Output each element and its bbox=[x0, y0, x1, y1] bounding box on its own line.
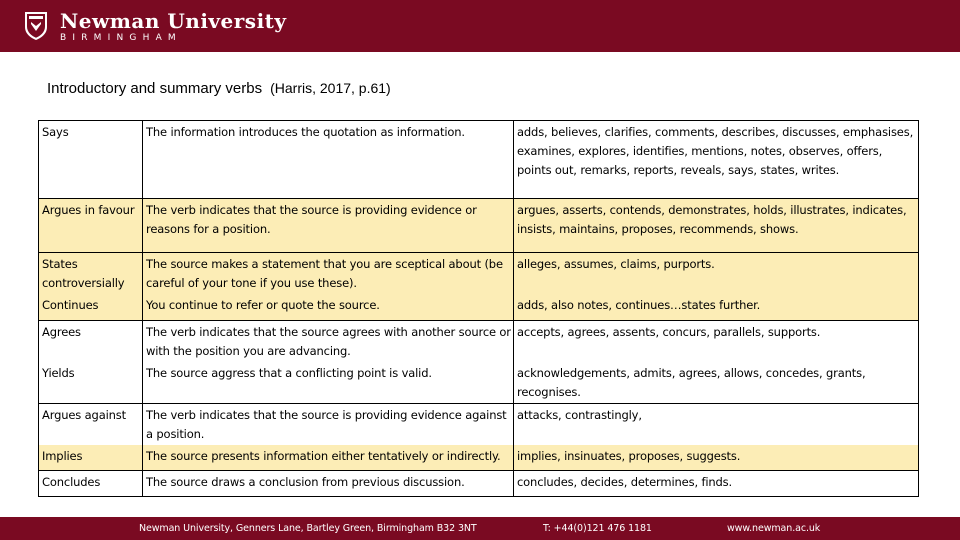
verb-cell: Concludes bbox=[39, 471, 143, 497]
examples-cell: accepts, agrees, assents, concurs, parallels, supports. bbox=[514, 320, 919, 362]
examples-cell: attacks, contrastingly, bbox=[514, 403, 919, 445]
description-cell: The source presents information either tentatively or indirectly. bbox=[143, 445, 514, 471]
footer-website[interactable]: www.newman.ac.uk bbox=[727, 523, 821, 534]
verb-cell: Continues bbox=[39, 294, 143, 320]
examples-cell: adds, believes, clarifies, comments, describes, discusses, emphasises, examines, explores, identifies, mentions, notes, observes, offers, points out, remarks, reports, reveals, says, states, writes. bbox=[514, 121, 919, 199]
verb-cell: Agrees bbox=[39, 320, 143, 362]
verbs-table-container bbox=[38, 120, 918, 489]
table-row bbox=[39, 253, 919, 295]
table-row bbox=[39, 362, 919, 404]
table-row bbox=[39, 294, 919, 320]
table-row bbox=[39, 445, 919, 471]
description-cell: The verb indicates that the source agrees with another source or with the position you are advancing. bbox=[143, 320, 514, 362]
examples-cell: alleges, assumes, claims, purports. bbox=[514, 253, 919, 295]
verb-cell: Implies bbox=[39, 445, 143, 471]
verb-cell: States controversially bbox=[39, 253, 143, 295]
header-bar bbox=[0, 0, 960, 52]
table-row bbox=[39, 121, 919, 199]
description-cell: The verb indicates that the source is providing evidence or reasons for a position. bbox=[143, 199, 514, 253]
description-cell: You continue to refer or quote the source. bbox=[143, 294, 514, 320]
verb-cell: Argues against bbox=[39, 403, 143, 445]
verb-cell: Yields bbox=[39, 362, 143, 404]
university-name: Newman University bbox=[60, 9, 287, 33]
footer-phone: T: +44(0)121 476 1181 bbox=[543, 523, 652, 534]
description-cell: The source draws a conclusion from previous discussion. bbox=[143, 471, 514, 497]
title-text: Introductory and summary verbs bbox=[47, 80, 263, 97]
footer-address: Newman University, Genners Lane, Bartley Green, Birmingham B32 3NT bbox=[139, 523, 477, 534]
table-row bbox=[39, 320, 919, 362]
verb-cell: Argues in favour bbox=[39, 199, 143, 253]
university-crest-icon bbox=[24, 11, 48, 41]
description-cell: The source aggress that a conflicting point is valid. bbox=[143, 362, 514, 404]
table-row bbox=[39, 199, 919, 253]
description-cell: The information introduces the quotation as information. bbox=[143, 121, 514, 199]
description-cell: The verb indicates that the source is providing evidence against a position. bbox=[143, 403, 514, 445]
verb-cell: Says bbox=[39, 121, 143, 199]
examples-cell: implies, insinuates, proposes, suggests. bbox=[514, 445, 919, 471]
examples-cell: acknowledgements, admits, agrees, allows, concedes, grants, recognises. bbox=[514, 362, 919, 404]
title-citation: (Harris, 2017, p.61) bbox=[270, 80, 391, 96]
university-location: BIRMINGHAM bbox=[60, 33, 182, 43]
examples-cell: concludes, decides, determines, finds. bbox=[514, 471, 919, 497]
examples-cell: argues, asserts, contends, demonstrates, holds, illustrates, indicates, insists, maintains, proposes, recommends, shows. bbox=[514, 199, 919, 253]
page-title bbox=[47, 80, 391, 97]
description-cell: The source makes a statement that you are sceptical about (be careful of your tone if you use these). bbox=[143, 253, 514, 295]
verbs-table bbox=[38, 120, 919, 497]
table-row bbox=[39, 471, 919, 497]
footer-bar bbox=[0, 517, 960, 540]
table-row bbox=[39, 403, 919, 445]
examples-cell: adds, also notes, continues…states further. bbox=[514, 294, 919, 320]
university-brand bbox=[60, 9, 287, 44]
